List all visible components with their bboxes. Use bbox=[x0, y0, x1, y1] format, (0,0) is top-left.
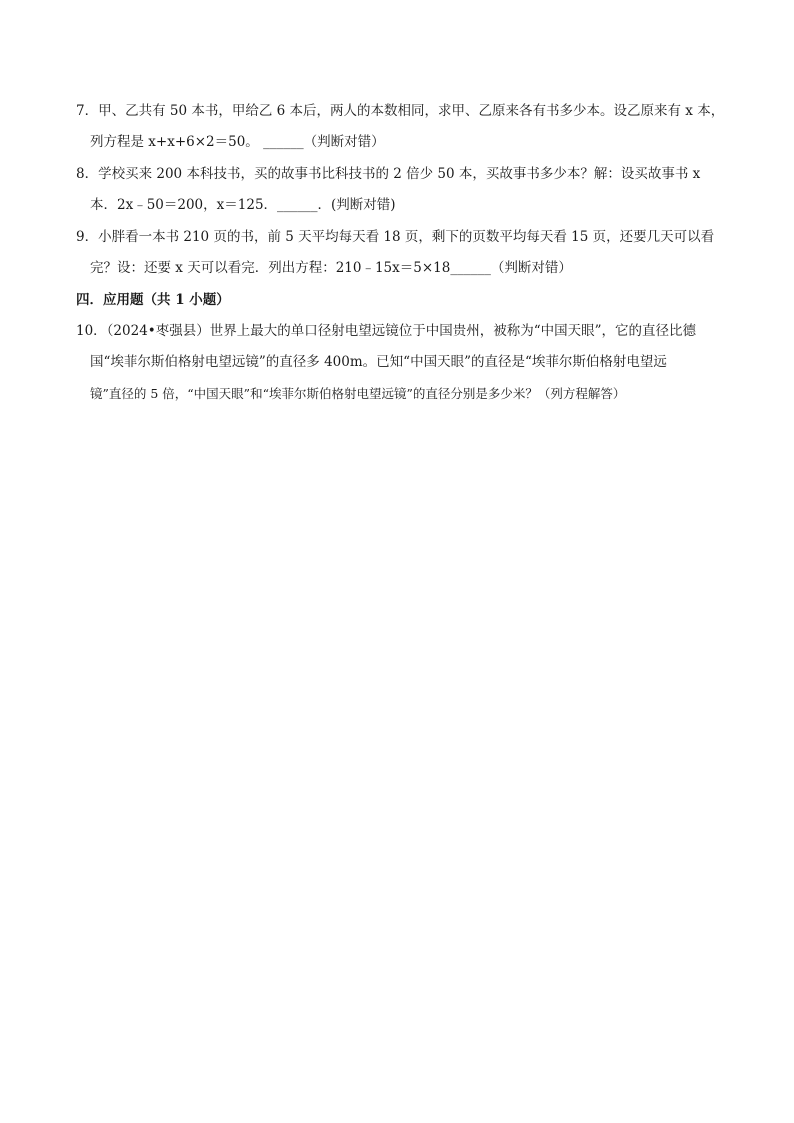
question-8 bbox=[76, 159, 736, 221]
question-10-line-3: 镜”直径的 5 倍，“中国天眼”和“埃菲尔斯伯格射电望远镜”的直径分别是多少米？（列方程解答） bbox=[90, 386, 626, 401]
question-7 bbox=[76, 96, 736, 158]
question-8-line-2: 本．2x﹣50＝200，x＝125．______．(判断对错) bbox=[90, 197, 396, 213]
question-9-line-1: 9．小胖看一本书 210 页的书，前 5 天平均每天看 18 页，剩下的页数平均每天看 15 页，还要几天可以看 bbox=[76, 229, 715, 245]
question-9 bbox=[76, 222, 736, 284]
question-7-line-2: 列方程是 x+x+6×2＝50。 ______（判断对错） bbox=[90, 134, 385, 150]
question-9-line-2: 完？设：还要 x 天可以看完．列出方程：210﹣15x＝5×18______（判断对错） bbox=[90, 260, 572, 276]
question-10 bbox=[76, 316, 736, 409]
question-8-line-1: 8．学校买来 200 本科技书，买的故事书比科技书的 2 倍少 50 本，买故事书多少本？解：设买故事书 x bbox=[76, 166, 701, 182]
question-10-line-2: 国“埃菲尔斯伯格射电望远镜”的直径多 400m。已知“中国天眼”的直径是“埃菲尔斯伯格射电望远 bbox=[90, 354, 667, 370]
section-4-heading: 四．应用题（共 1 小题） bbox=[76, 292, 230, 308]
question-7-line-1: 7．甲、乙共有 50 本书，甲给乙 6 本后，两人的本数相同，求甲、乙原来各有书多少本。设乙原来有 x 本， bbox=[76, 103, 725, 119]
question-10-line-1: 10．（2024•枣强县）世界上最大的单口径射电望远镜位于中国贵州，被称为“中国天眼”，它的直径比德 bbox=[76, 323, 697, 339]
